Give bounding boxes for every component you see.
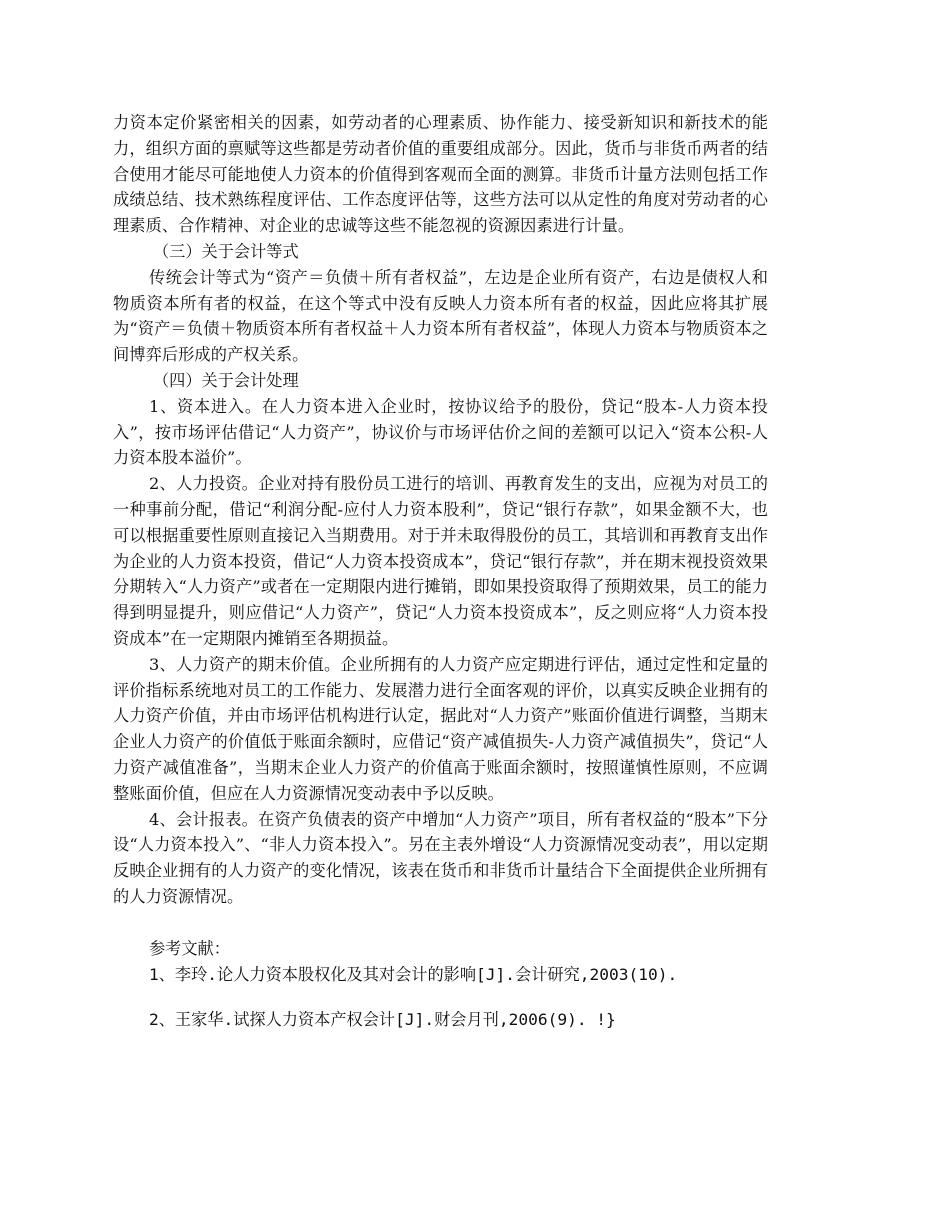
references-section [113,936,768,1033]
reference-item: 1、李玲.论人力资本股权化及其对会计的影响[J].会计研究,2003(10). [149,964,678,984]
section-heading-accounting-treatment: （四）关于会计处理 [153,370,299,390]
paragraph-period-end-value: 3、人力资产的期末价值。企业所拥有的人力资产应定期进行评估，通过定性和定量的评价指标系统地对员工的工作能力、发展潜力进行全面客观的评价，以真实反映企业拥有的人力资产价值，并由市场评估机构进行认定，据此对“人力资产”账面价值进行调整，当期末企业人力资产的价值低于账面余额时，应借记“资产减值损失-人力资产减值损失”，贷记“人力资产减值准备”，当期末企业人力资产的价值高于账面余额时，按照谨慎性原则，不应调整账面价值，但应在人力资源情况变动表中予以反映。 [113,654,768,803]
section-heading-accounting-equation: （三）关于会计等式 [153,241,299,261]
paragraph-accounting-equation: 传统会计等式为“资产＝负债＋所有者权益”，左边是企业所有资产，右边是债权人和物质资本所有者的权益，在这个等式中没有反映人力资本所有者的权益，因此应将其扩展为“资产＝负债＋物质资本所有者权益＋人力资本所有者权益”，体现人力资本与物质资本之间博弈后形成的产权关系。 [113,267,768,365]
paragraph-capital-entry: 1、资本进入。在人力资本进入企业时，按协议给予的股份，贷记“股本-人力资本投入”，按市场评估借记“人力资产”，协议价与市场评估价之间的差额可以记入“资本公积-人力资本股本溢价”。 [113,396,768,468]
document-body [113,110,768,1033]
reference-item: 2、王家华.试探人力资本产权会计[J].财会月刊,2006(9). !} [149,1010,616,1030]
reference-spacer [113,987,768,1007]
paragraph-valuation-factors: 力资本定价紧密相关的因素，如劳动者的心理素质、协作能力、接受新知识和新技术的能力，组织方面的禀赋等这些都是劳动者价值的重要组成部分。因此，货币与非货币两者的结合使用才能尽可能地使人力资本的价值得到客观而全面的测算。非货币计量方法则包括工作成绩总结、技术熟练程度评估、工作态度评估等，这些方法可以从定性的角度对劳动者的心理素质、合作精神、对企业的忠诚等这些不能忽视的资源因素进行计量。 [113,113,768,236]
references-title: 参考文献： [149,938,230,958]
paragraph-human-investment: 2、人力投资。企业对持有股份员工进行的培训、再教育发生的支出，应视为对员工的一种事前分配，借记“利润分配-应付人力资本股利”，贷记“银行存款”，如果金额不大，也可以根据重要性原则直接记入当期费用。对于并未取得股份的员工，其培训和再教育支出作为企业的人力资本投资，借记“人力资本投资成本”，贷记“银行存款”，并在期末视投资效果分期转入“人力资产”或者在一定期限内进行摊销，即如果投资取得了预期效果，员工的能力得到明显提升，则应借记“人力资产”，贷记“人力资本投资成本”，反之则应将“人力资本投资成本”在一定期限内摊销至各期损益。 [113,474,768,648]
paragraph-financial-statements: 4、会计报表。在资产负债表的资产中增加“人力资产”项目，所有者权益的“股本”下分设“人力资本投入”、“非人力资本投入”。另在主表外增设“人力资源情况变动表”，用以定期反映企业拥有的人力资产的变化情况，该表在货币和非货币计量结合下全面提供企业所拥有的人力资源情况。 [113,809,768,906]
